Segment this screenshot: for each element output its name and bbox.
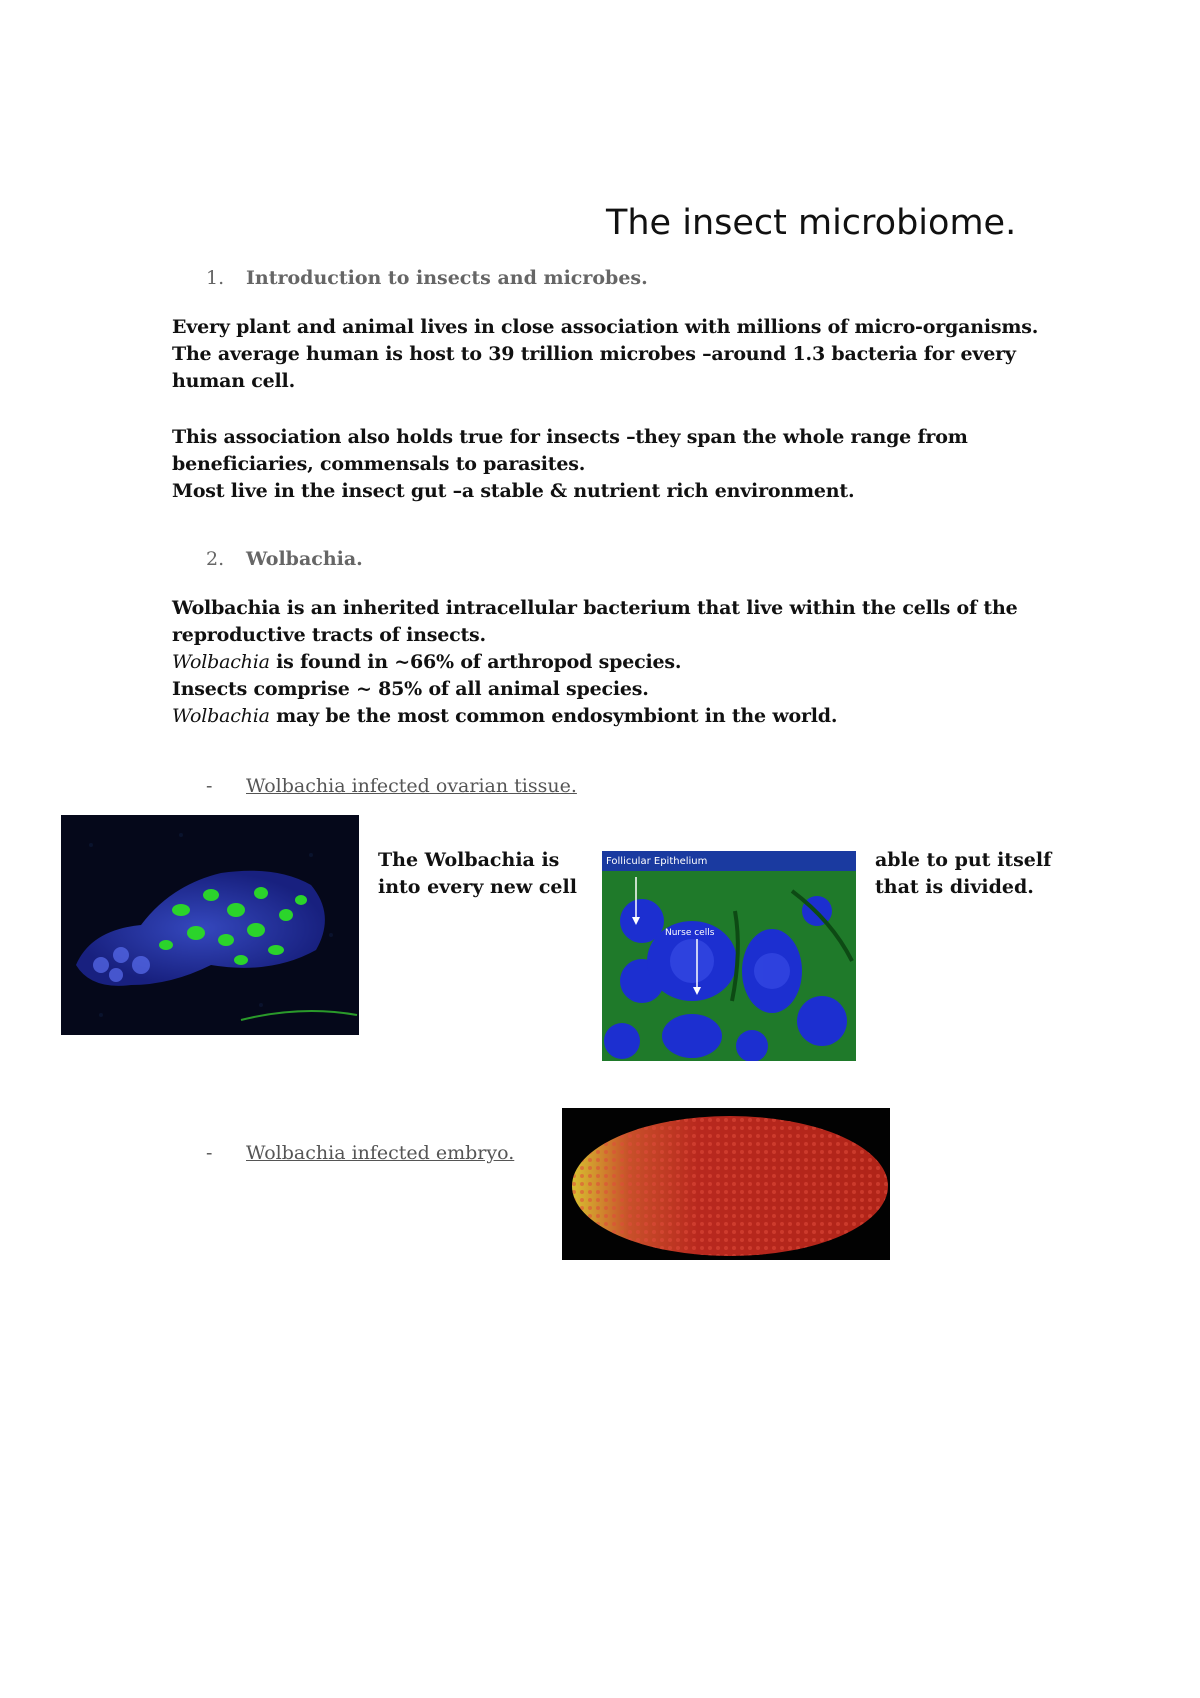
- micrograph-label-mid: Nurse cells: [665, 928, 715, 938]
- text-line: The average human is host to 39 trillion microbes –around 1.3 bacteria for every human cell.: [172, 343, 1016, 392]
- embryo-link[interactable]: Wolbachia infected embryo.: [246, 1142, 515, 1164]
- document-title: The insect microbiome.: [606, 203, 1017, 243]
- section-heading-wolbachia: [206, 548, 363, 570]
- text-span: may be the most common endosymbiont in the world.: [269, 705, 838, 727]
- text-line: Every plant and animal lives in close association with millions of micro-organisms.: [172, 316, 1039, 338]
- bullet-dash: -: [206, 775, 213, 797]
- section-heading-introduction: [206, 267, 648, 289]
- bullet-embryo: [206, 1142, 514, 1164]
- italic-term: Wolbachia: [172, 651, 270, 673]
- text-line: [172, 649, 1042, 676]
- ovarian-tissue-link[interactable]: Wolbachia infected ovarian tissue.: [246, 775, 577, 797]
- section-number: 2.: [206, 548, 225, 570]
- text-line: Insects comprise ~ 85% of all animal species.: [172, 678, 649, 700]
- intro-paragraph-1: [172, 314, 1042, 395]
- intro-paragraph-2: [172, 424, 1042, 505]
- bullet-ovarian-tissue: [206, 775, 577, 797]
- text-line: Wolbachia is an inherited intracellular bacterium that live within the cells of the reproductive tracts of insects.: [172, 597, 1018, 646]
- italic-term: Wolbachia: [172, 705, 270, 727]
- caption-line: The Wolbachia is: [378, 849, 560, 871]
- text-line: This association also holds true for insects –they span the whole range from beneficiaries, commensals to parasites.: [172, 426, 968, 475]
- ovarian-tissue-micrograph: [61, 815, 359, 1035]
- embryo-micrograph: [562, 1108, 890, 1260]
- caption-line: that is divided.: [875, 876, 1034, 898]
- bullet-dash: -: [206, 1142, 213, 1164]
- caption-right: [875, 847, 1051, 901]
- caption-left: [378, 847, 577, 901]
- micrograph-label-top: Follicular Epithelium: [606, 856, 708, 867]
- section-heading-text: Wolbachia.: [246, 548, 363, 570]
- section-heading-text: Introduction to insects and microbes.: [246, 267, 648, 289]
- wolbachia-paragraph: [172, 595, 1042, 730]
- caption-line: able to put itself: [875, 849, 1052, 871]
- text-line: Most live in the insect gut –a stable & nutrient rich environment.: [172, 480, 855, 502]
- caption-line: into every new cell: [378, 876, 577, 898]
- follicular-epithelium-micrograph: [602, 851, 856, 1061]
- text-span: is found in ~66% of arthropod species.: [269, 651, 682, 673]
- section-number: 1.: [206, 267, 225, 289]
- text-line: [172, 703, 1042, 730]
